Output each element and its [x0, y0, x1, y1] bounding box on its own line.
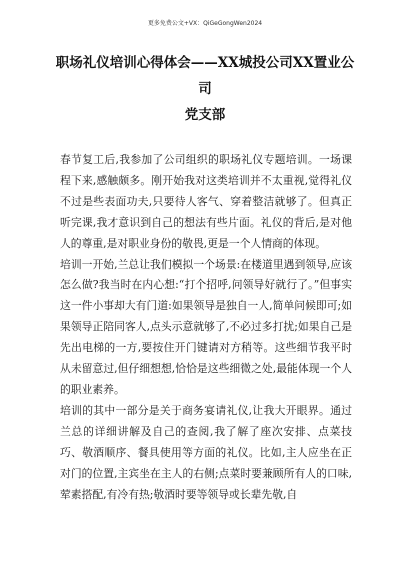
- paragraph-3: 培训的其中一部分是关于商务宴请礼仪,让我大开眼界。通过兰总的详细讲解及自己的查阅,我了解了座次安排、点菜技巧、敬酒顺序、餐具使用等方面的礼仪。比如,主人应坐在正对门的位置,主宾坐在主人的右侧;点菜时要兼顾所有人的口味,荤素搭配,有冷有热;敬酒时要等领导或长辈先敬,自: [60, 403, 352, 501]
- document-body: [60, 150, 352, 505]
- document-title-line2: 党支部: [184, 107, 226, 123]
- page-header-note: 更多免费公文+VX：QiGeGongWen2024: [147, 20, 263, 27]
- paragraph-2: 培训一开始,兰总让我们模拟一个场景:在楼道里遇到领导,应该怎么做?我当时在内心想:“打个招呼,问领导好就行了。”但事实这一件小事却大有门道:如果领导是独自一人,简单问候即可;如果领导正陪同客人,点头示意就够了,不必过多打扰;如果自己是先出电梯的一方,要按住开门键请对方稍等。这些细节我平时从未留意过,但仔细想想,恰恰是这些细微之处,最能体现一个人的职业素养。: [60, 257, 352, 396]
- paragraph-1: 春节复工后,我参加了公司组织的职场礼仪专题培训。一场课程下来,感触颇多。刚开始我对这类培训并不太重视,觉得礼仪不过是些表面功夫,只要待人客气、穿着整洁就够了。但真正听完课,我才意识到自己的想法有些片面。礼仪的背后,是对他人的尊重,是对职业身份的敬畏,更是一个人情商的体现。: [60, 153, 352, 250]
- document-title: [55, 50, 355, 128]
- document-title-line1: 职场礼仪培训心得体会——XX城投公司XX置业公司: [55, 55, 355, 97]
